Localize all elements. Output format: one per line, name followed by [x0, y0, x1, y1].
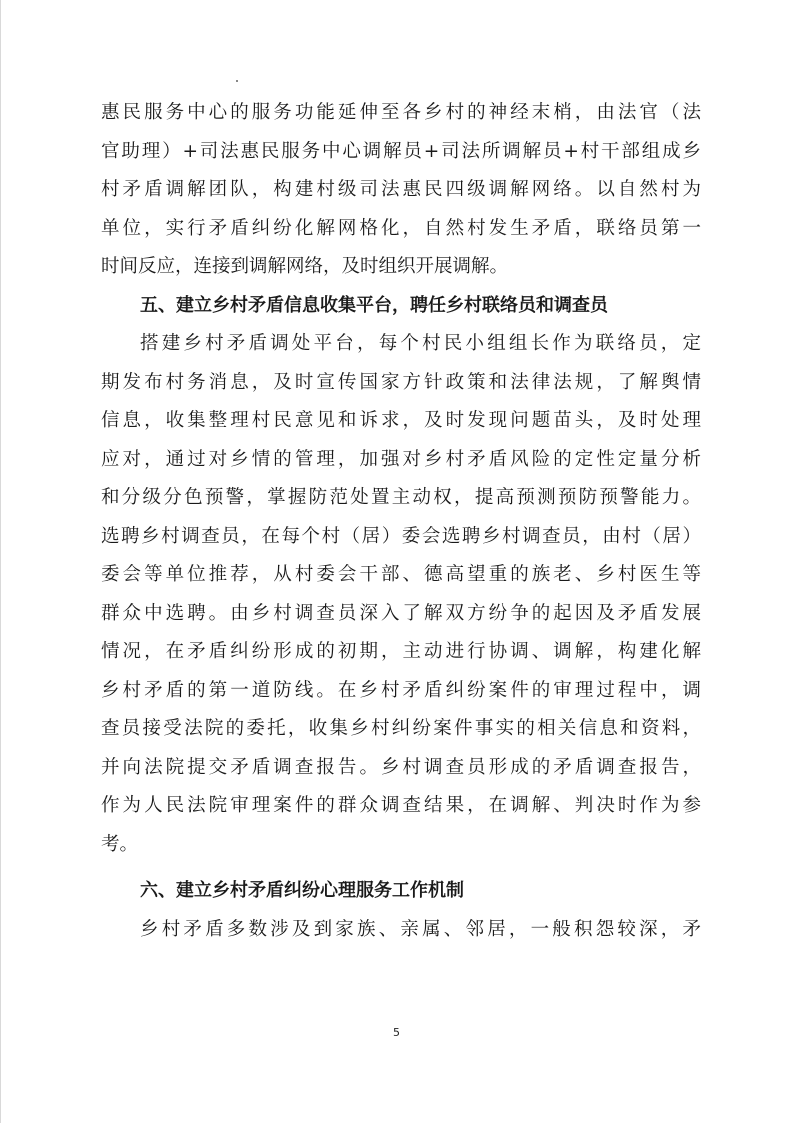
line-text: 并向法院提交矛盾调查报告。乡村调查员形成的矛盾调查报告，	[101, 756, 701, 778]
section-heading	[101, 287, 701, 326]
paragraph-line	[101, 171, 701, 210]
line-text: 乡村矛盾的第一道防线。在乡村矛盾纠纷案件的审理过程中，调	[101, 679, 701, 701]
line-text: 群众中选聘。由乡村调查员深入了解双方纷争的起因及矛盾发展	[101, 602, 701, 624]
line-text: 选聘乡村调查员，在每个村（居）委会选聘乡村调查员，由村（居）	[101, 525, 701, 547]
paragraph-line	[101, 787, 701, 826]
paragraph-line	[101, 479, 701, 518]
section-6-heading: 六、建立乡村矛盾纠纷心理服务工作机制	[140, 880, 464, 901]
paragraph-line	[101, 518, 701, 557]
paragraph-line	[101, 94, 701, 133]
line-text: 单位，实行矛盾纠纷化解网格化，自然村发生矛盾，联络员第一	[101, 217, 701, 239]
line-text: 信息，收集整理村民意见和诉求，及时发现问题苗头，及时处理	[101, 410, 701, 431]
line-text: 惠民服务中心的服务功能延伸至各乡村的神经末梢，由法官（法	[101, 102, 701, 123]
line-text: 情况，在矛盾纠纷形成的初期，主动进行协调、调解，构建化解	[101, 641, 701, 662]
line-text: 搭建乡村矛盾调处平台，每个村民小组组长作为联络员，定	[140, 333, 701, 354]
page-number: 5	[393, 1026, 400, 1039]
line-text: 考。	[101, 833, 139, 855]
line-text: 期发布村务消息，及时宣传国家方针政策和法律法规，了解舆情	[101, 371, 701, 393]
paragraph-line	[101, 633, 701, 672]
line-text: 官助理）+司法惠民服务中心调解员+司法所调解员+村干部组成乡	[101, 140, 701, 162]
line-text: 和分级分色预警，掌握防范处置主动权，提高预测预防预警能力。	[101, 487, 701, 508]
document-body	[101, 94, 701, 949]
paragraph-line	[101, 672, 701, 711]
paragraph-line	[101, 595, 701, 634]
paragraph-line	[101, 364, 701, 403]
line-text: 委会等单位推荐，从村委会干部、德高望重的族老、乡村医生等	[101, 564, 701, 585]
line-text: 乡村矛盾多数涉及到家族、亲属、邻居，一般积怨较深，矛	[140, 918, 701, 940]
paragraph-line	[101, 210, 701, 249]
paragraph-line	[101, 749, 701, 788]
section-5-heading: 五、建立乡村矛盾信息收集平台，聘任乡村联络员和调查员	[140, 294, 608, 316]
page-edge-divider	[0, 0, 1, 1123]
paragraph-line	[101, 441, 701, 480]
paragraph-line	[101, 911, 701, 950]
line-text: 作为人民法院审理案件的群众调查结果，在调解、判决时作为参	[101, 795, 701, 816]
line-text: 应对，通过对乡情的管理，加强对乡村矛盾风险的定性定量分析	[101, 448, 701, 470]
paragraph-line	[101, 826, 701, 865]
scan-speck	[236, 80, 238, 82]
line-text: 时间反应，连接到调解网络，及时组织开展调解。	[101, 256, 509, 277]
paragraph-line	[101, 710, 701, 749]
paragraph-line	[101, 402, 701, 441]
paragraph-line	[101, 325, 701, 364]
paragraph-line	[101, 133, 701, 172]
paragraph-line	[101, 556, 701, 595]
paragraph-line	[101, 248, 701, 287]
section-heading	[101, 872, 701, 911]
line-text: 查员接受法院的委托，收集乡村纠纷案件事实的相关信息和资料，	[101, 718, 701, 739]
line-text: 村矛盾调解团队，构建村级司法惠民四级调解网络。以自然村为	[101, 179, 701, 200]
